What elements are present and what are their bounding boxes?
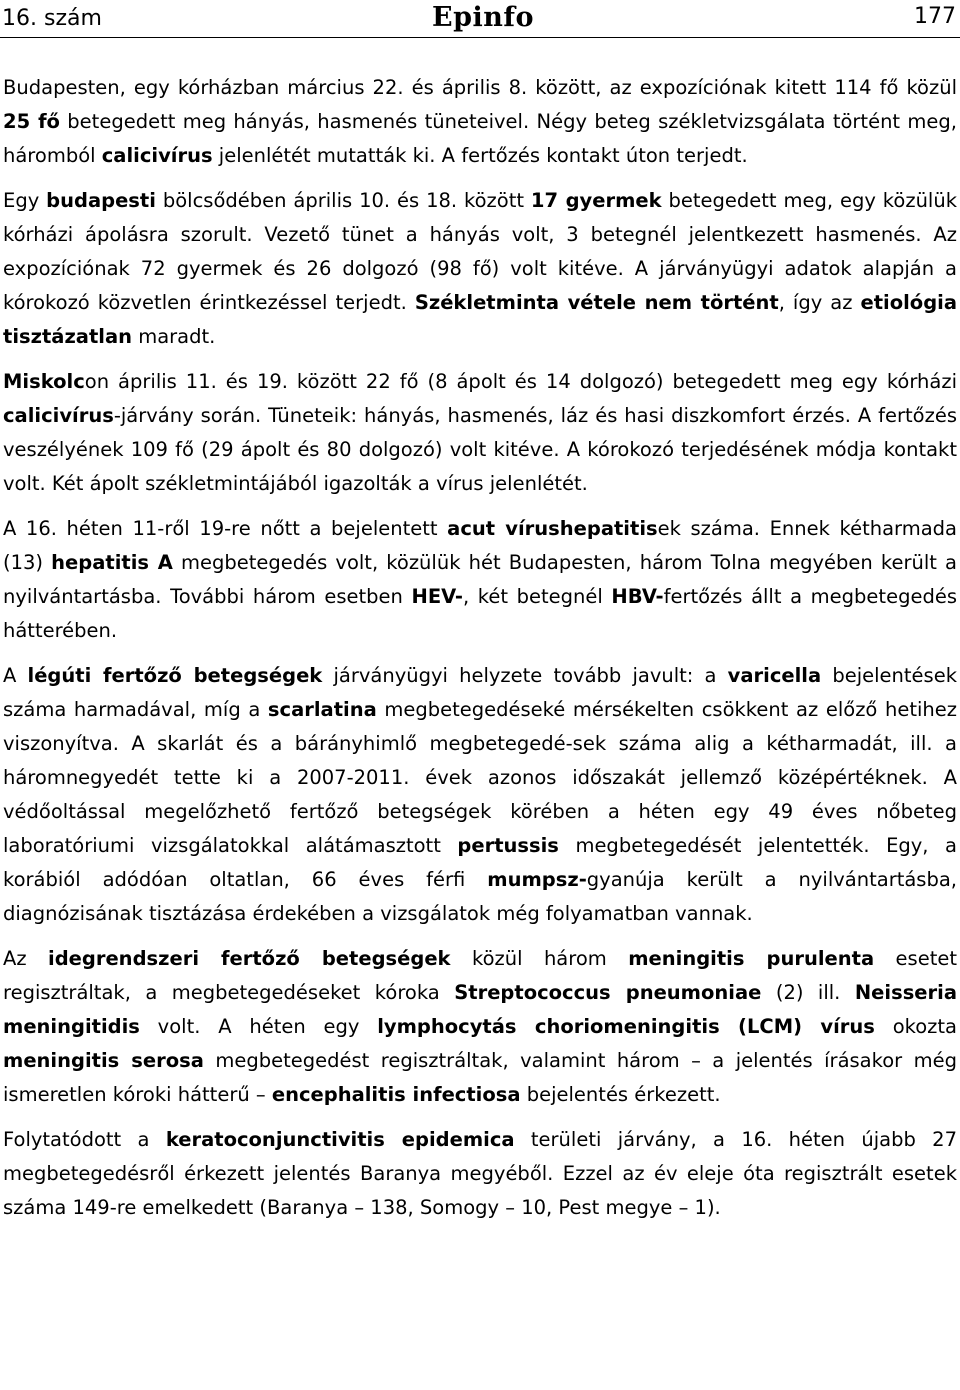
paragraph <box>3 659 957 931</box>
text-run: -járvány során. Tüneteik: hányás, hasmenés, láz és hasi diszkomfort érzés. A fertőzés veszélyének 109 fő (29 ápolt és 80 dolgozó) volt kitéve. A kórokozó terjedésének módja kontakt volt. Két ápolt székletmintájából igazolták a vírus jelenlétét. <box>3 404 957 495</box>
text-run: (2) ill. <box>761 981 855 1004</box>
text-run: Egy <box>3 189 47 212</box>
bold-text: varicella <box>727 664 822 687</box>
text-run: területi járvány, a 16. héten újabb 27 megbetegedésről érkezett jelentés Baranya megyéből. Ezzel az év eleje óta regisztrált esetek száma 149-re emelkedett (Baranya – 138, Somogy – 10, Pest megye – 1). <box>3 1128 957 1219</box>
text-run: megbetegedéseké mérsékelten csökkent az előző hetihez viszonyítva. A skarlát és a bárányhimlő megbetegedé-sek száma alig a kétharmadát, ill. a háromnegyedét tette ki a 2007-2011. évek azonos időszakát jellemző középértéknek. A védőoltással megelőzhető fertőző betegségek körében a héten egy 49 éves nőbeteg laboratóriumi vizsgálatokkal alátámasztott <box>3 698 957 857</box>
article-body <box>3 71 957 1225</box>
text-run: ek száma. Ennek kétharmada (13) <box>3 517 957 574</box>
text-run: Budapesten, egy kórházban március 22. és április 8. között, az expozíciónak kitett 114 fő közül <box>3 76 957 99</box>
bold-text: Streptococcus pneumoniae <box>454 981 762 1004</box>
bold-text: keratoconjunctivitis epidemica <box>165 1128 515 1151</box>
bold-text: pertussis <box>457 834 559 857</box>
text-run: , két betegnél <box>462 585 612 608</box>
issue-number: 16. szám <box>2 6 102 31</box>
bold-text: encephalitis infectiosa <box>271 1083 521 1106</box>
text-run: gyanúja került a nyilvántartásba, diagnózisának tisztázása érdekében a vizsgálatok még folyamatban vannak. <box>3 868 957 925</box>
text-run: megbetegedést regisztráltak, valamint három – a jelentés írásakor még ismeretlen kóroki hátterű – <box>3 1049 957 1106</box>
bold-text: hepatitis A <box>51 551 173 574</box>
bold-text: HBV- <box>611 585 664 608</box>
text-run: fertőzés állt a megbetegedés hátterében. <box>3 585 957 642</box>
paragraph <box>3 942 957 1112</box>
text-run: A 16. héten 11-ről 19-re nőtt a bejelentett <box>3 517 448 540</box>
bold-text: calicivírus <box>3 404 114 427</box>
text-run: volt. A héten egy <box>139 1015 378 1038</box>
bold-text: Neisseria meningitidis <box>3 981 957 1038</box>
text-run: esetet regisztráltak, a megbetegedéseket kóroka <box>3 947 957 1004</box>
text-run: bejelentések száma harmadával, míg a <box>3 664 957 721</box>
text-run: közül három <box>450 947 629 970</box>
page-number: 177 <box>914 4 956 29</box>
bold-text: budapesti <box>46 189 156 212</box>
text-run: on április 11. és 19. között 22 fő (8 ápolt és 14 dolgozó) betegedett meg egy kórházi <box>84 370 957 393</box>
paragraph <box>3 71 957 173</box>
epinfo-logo: Epinfo <box>432 2 534 33</box>
text-run: Az <box>3 947 49 970</box>
paragraph <box>3 512 957 648</box>
text-run: bejelentés érkezett. <box>520 1083 721 1106</box>
bold-text: Miskolc <box>3 370 85 393</box>
text-run: maradt. <box>132 325 216 348</box>
bold-text: 17 gyermek <box>530 189 662 212</box>
header-divider <box>0 37 960 38</box>
bold-text: idegrendszeri fertőző betegségek <box>48 947 451 970</box>
bold-text: acut vírushepatitis <box>447 517 658 540</box>
text-run: megbetegedését jelentették. Egy, a korábiól adódóan oltatlan, 66 éves férfi <box>3 834 957 891</box>
text-run: betegedett meg hányás, hasmenés tüneteivel. Négy beteg székletvizsgálata történt meg, háromból <box>3 110 957 167</box>
bold-text: légúti fertőző betegségek <box>27 664 323 687</box>
text-run: jelenlétét mutatták ki. A fertőzés kontakt úton terjedt. <box>212 144 748 167</box>
bold-text: etiológia tisztázatlan <box>3 291 957 348</box>
bold-text: meningitis purulenta <box>628 947 875 970</box>
paragraph <box>3 365 957 501</box>
text-run: A <box>3 664 28 687</box>
bold-text: Székletminta vétele nem történt <box>414 291 779 314</box>
paragraph <box>3 1123 957 1225</box>
text-run: bölcsődében április 10. és 18. között <box>155 189 531 212</box>
bold-text: HEV- <box>411 585 463 608</box>
bold-text: 25 fő <box>3 110 60 133</box>
paragraph <box>3 184 957 354</box>
bold-text: calicivírus <box>101 144 213 167</box>
text-run: megbetegedés volt, közülük hét Budapesten, három Tolna megyében került a nyilvántartásba. További három esetben <box>3 551 957 608</box>
text-run: , így az <box>778 291 861 314</box>
bold-text: mumpsz- <box>487 868 587 891</box>
text-run: betegedett meg, egy közülük kórházi ápolásra szorult. Vezető tünet a hányás volt, 3 betegnél jelentkezett hasmenés. Az expozíciónak 72 gyermek és 26 dolgozó (98 fő) volt kitéve. A járványügyi adatok alapján a kórokozó közvetlen érintkezéssel terjedt. <box>3 189 957 314</box>
text-run: okozta <box>874 1015 957 1038</box>
text-run: járványügyi helyzete tovább javult: a <box>322 664 728 687</box>
page-header <box>0 0 960 36</box>
bold-text: scarlatina <box>267 698 377 721</box>
bold-text: meningitis serosa <box>3 1049 204 1072</box>
bold-text: lymphocytás choriomeningitis (LCM) vírus <box>377 1015 875 1038</box>
text-run: Folytatódott a <box>3 1128 166 1151</box>
